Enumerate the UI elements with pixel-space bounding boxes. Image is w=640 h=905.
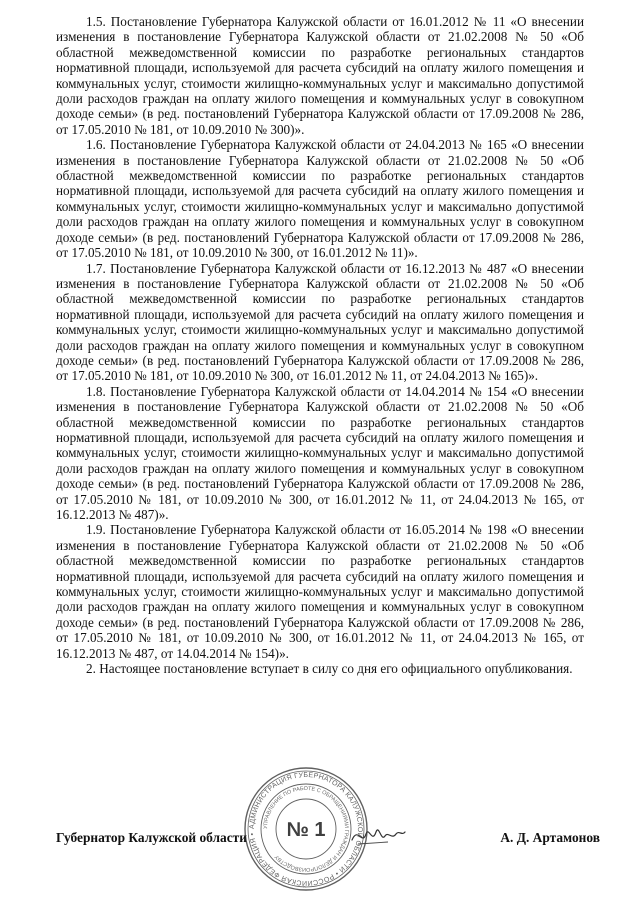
signature-name: А. Д. Артамонов (500, 830, 600, 845)
paragraph-1-5: 1.5. Постановление Губернатора Калужской области от 16.01.2012 № 11 «О внесении изменения в постановление Губернатора Калужской области от 21.02.2008 № 50 «Об областной межведомственной комиссии по разработке региональных стандартов нормативной площади, используемой для расчета субсидий на оплату жилого помещения и коммунальных услуг, стоимости жилищно-коммунальных услуг и максимально допустимой доли расходов граждан на оплату жилого помещения и коммунальных услуг в совокупном доходе семьи» (в ред. постановлений Губернатора Калужской области от 17.09.2008 № 286, от 17.05.2010 № 181, от 10.09.2010 № 300)». (56, 14, 584, 137)
paragraph-2-closing: 2. Настоящее постановление вступает в силу со дня его официального опубликования. (86, 661, 573, 677)
stamp-inner-text: УПРАВЛЕНИЕ ПО РАБОТЕ С ОБРАЩЕНИЯМИ ГРАЖДАН И ДЕЛОПРОИЗВОДСТВУ (262, 785, 350, 873)
paragraph-1-9: 1.9. Постановление Губернатора Калужской области от 16.05.2014 № 198 «О внесении изменения в постановление Губернатора Калужской области от 21.02.2008 № 50 «Об областной межведомственной комиссии по разработке региональных стандартов нормативной площади, используемой для расчета субсидий на оплату жилого помещения и коммунальных услуг, стоимости жилищно-коммунальных услуг и максимально допустимой доли расходов граждан на оплату жилого помещения и коммунальных услуг в совокупном доходе семьи» (в ред. постановлений Губернатора Калужской области от 17.09.2008 № 286, от 17.05.2010 № 181, от 10.09.2010 № 300, от 16.01.2012 № 11, от 24.04.2013 № 165, от 16.12.2013 № 487, от 14.04.2014 № 154)». (56, 522, 584, 661)
stamp-ring-text: АДМИНИСТРАЦИЯ ГУБЕРНАТОРА КАЛУЖСКОЙ ОБЛАСТИ • РОССИЙСКАЯ ФЕДЕРАЦИЯ • (248, 771, 364, 887)
paragraph-1-7: 1.7. Постановление Губернатора Калужской области от 16.12.2013 № 487 «О внесении изменения в постановление Губернатора Калужской области от 21.02.2008 № 50 «Об областной межведомственной комиссии по разработке региональных стандартов нормативной площади, используемой для расчета субсидий на оплату жилого помещения и коммунальных услуг, стоимости жилищно-коммунальных услуг и максимально допустимой доли расходов граждан на оплату жилого помещения и коммунальных услуг в совокупном доходе семьи» (в ред. постановлений Губернатора Калужской области от 17.09.2008 № 286, от 17.05.2010 № 181, от 10.09.2010 № 300, от 16.01.2012 № 11, от 24.04.2013 № 165)». (56, 260, 584, 384)
document-body (56, 14, 584, 676)
signature-position: Губернатор Калужской области (56, 830, 247, 845)
handwritten-signature (348, 820, 408, 852)
paragraph-1-6: 1.6. Постановление Губернатора Калужской области от 24.04.2013 № 165 «О внесении изменения в постановление Губернатора Калужской области от 21.02.2008 № 50 «Об областной межведомственной комиссии по разработке региональных стандартов нормативной площади, используемой для расчета субсидий на оплату жилого помещения и коммунальных услуг, стоимости жилищно-коммунальных услуг и максимально допустимой доли расходов граждан на оплату жилого помещения и коммунальных услуг в совокупном доходе семьи» (в ред. постановлений Губернатора Калужской области от 17.09.2008 № 286, от 17.05.2010 № 181, от 10.09.2010 № 300, от 16.01.2012 № 11)». (56, 137, 584, 261)
stamp-number: № 1 (286, 819, 326, 841)
paragraph-1-8: 1.8. Постановление Губернатора Калужской области от 14.04.2014 № 154 «О внесении изменения в постановление Губернатора Калужской области от 21.02.2008 № 50 «Об областной межведомственной комиссии по разработке региональных стандартов нормативной площади, используемой для расчета субсидий на оплату жилого помещения и коммунальных услуг, стоимости жилищно-коммунальных услуг и максимально допустимой доли расходов граждан на оплату жилого помещения и коммунальных услуг в совокупном доходе семьи» (в ред. постановлений Губернатора Калужской области от 17.09.2008 № 286, от 17.05.2010 № 181, от 10.09.2010 № 300, от 16.01.2012 № 11, от 24.04.2013 № 165, от 16.12.2013 № 487)». (56, 383, 584, 522)
